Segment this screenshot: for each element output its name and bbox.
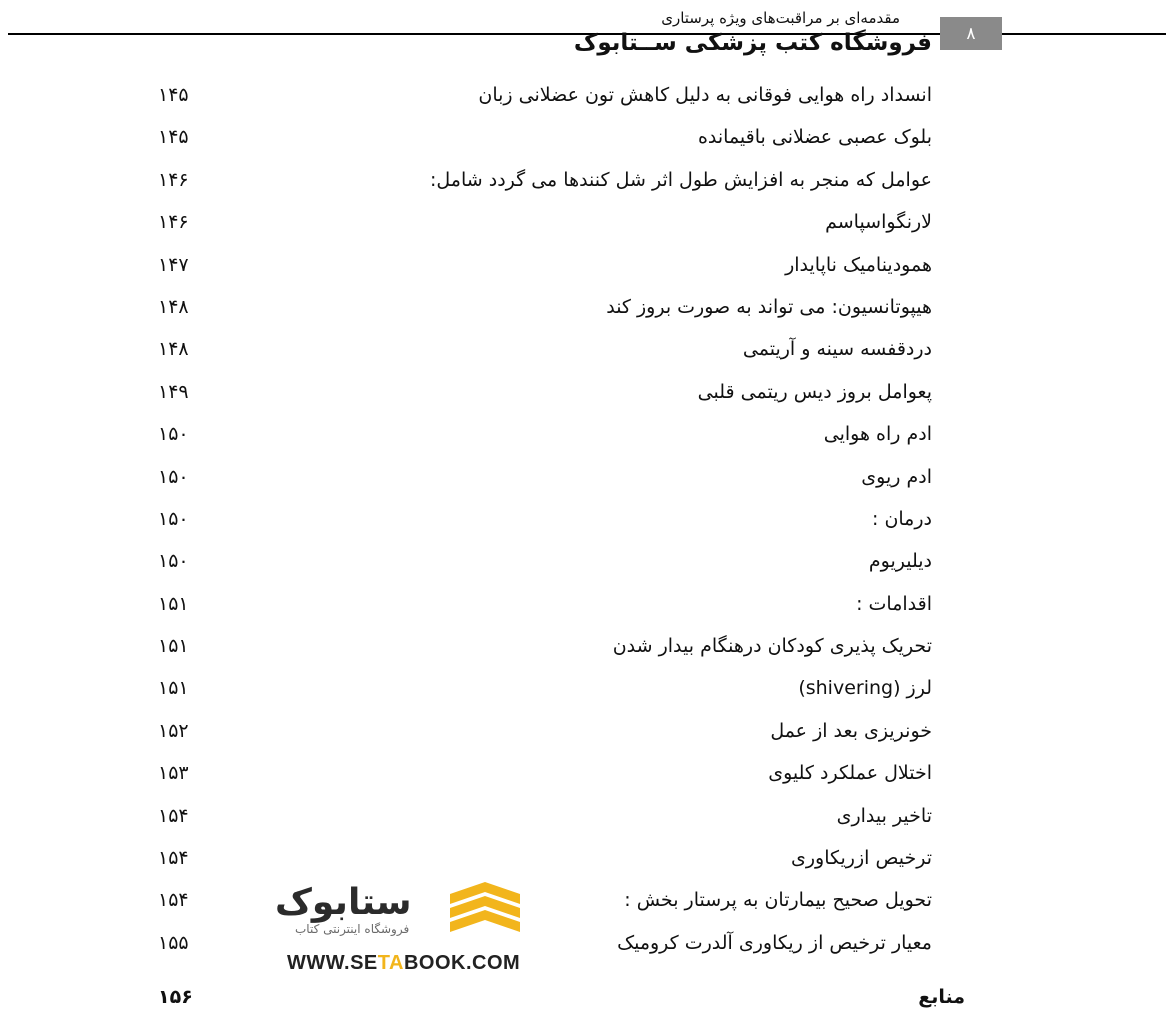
toc-row[interactable] — [150, 756, 932, 798]
toc-page-number: ۱۴۷ — [158, 253, 189, 276]
toc-page-number: ۱۵۳ — [158, 762, 189, 785]
toc-row[interactable] — [150, 205, 932, 247]
toc-entry-text: ترخیص ازریکاوری — [791, 847, 932, 870]
toc-page-number: ۱۵۴ — [158, 804, 189, 827]
toc-row[interactable] — [150, 587, 932, 629]
toc-entry-text: منابع — [918, 986, 965, 1008]
store-name: فروشگاه کتب پزشکی ســتابوک — [573, 30, 932, 56]
toc-entry-text: لارنگواسپاسم — [825, 211, 932, 234]
toc-entry-text: تحریک پذیری کودکان درهنگام بیدار شدن — [612, 635, 932, 658]
watermark-url: WWW.SETABOOK.COM — [287, 952, 521, 974]
toc-entry-text: هیپوتانسیون: می تواند به صورت بروز کند — [606, 295, 932, 318]
toc-page-number: ۱۵۴ — [158, 847, 189, 870]
toc-row[interactable] — [150, 460, 932, 502]
toc-page-number: ۱۵۶ — [158, 986, 193, 1008]
toc-entry-text: انسداد راه هوایی فوقانی به دلیل کاهش تون عضلانی زبان — [478, 84, 932, 106]
running-head: مقدمه‌ای بر مراقبت‌های ویژه پرستاری — [661, 9, 900, 27]
toc-entry-text: عوامل که منجر به افزایش طول اثر شل کنندها می گردد شامل: — [430, 168, 932, 191]
toc-page-number: ۱۴۸ — [158, 295, 189, 318]
toc-row[interactable] — [150, 629, 932, 671]
toc-page-number: ۱۵۴ — [158, 889, 189, 912]
toc-page-number: ۱۴۹ — [158, 380, 189, 403]
toc-page-number: ۱۵۱ — [158, 635, 189, 658]
toc-row[interactable] — [150, 78, 932, 120]
toc-entry-text: لرز (shivering) — [798, 677, 932, 700]
toc-page-number: ۱۵۱ — [158, 677, 189, 700]
page-number: ۸ — [966, 23, 976, 44]
toc-row[interactable] — [150, 926, 932, 968]
toc-row[interactable] — [150, 714, 932, 756]
toc-entry-text: بلوک عصبی عضلانی باقیمانده — [697, 126, 932, 149]
toc-row[interactable] — [150, 799, 932, 841]
toc-entry-text: خونریزی بعد از عمل — [770, 719, 932, 742]
watermark-brand: ستابوک — [275, 882, 412, 923]
toc-row-references[interactable] — [150, 980, 965, 1014]
toc-page-number: ۱۵۱ — [158, 592, 189, 615]
toc-row[interactable] — [150, 332, 932, 374]
toc-entry-text: معیار ترخیص از ریکاوری آلدرت کرومیک — [617, 931, 932, 954]
toc-entry-text: ادم راه هوایی — [823, 423, 932, 446]
toc-page-number: ۱۵۰ — [158, 465, 189, 488]
toc-page-number: ۱۴۶ — [158, 211, 189, 234]
toc-entry-text: همودینامیک ناپایدار — [785, 253, 932, 276]
toc-page-number: ۱۵۵ — [158, 931, 189, 954]
toc-page-number: ۱۴۸ — [158, 338, 189, 361]
page-number-box — [940, 17, 1002, 50]
toc-page-number: ۱۴۶ — [158, 168, 189, 191]
toc-entry-text: تحویل صحیح بیمارتان به پرستار بخش : — [624, 889, 932, 912]
toc-page-number: ۱۴۵ — [158, 126, 189, 149]
toc-page-number: ۱۵۰ — [158, 423, 189, 446]
toc-row[interactable] — [150, 120, 932, 162]
toc-entry-text: دیلیریوم — [868, 550, 932, 573]
toc-entry-text: تاخیر بیداری — [836, 804, 932, 827]
toc-row[interactable] — [150, 417, 932, 459]
toc-row[interactable] — [150, 163, 932, 205]
toc-page-number: ۱۵۰ — [158, 507, 189, 530]
table-of-contents — [150, 78, 932, 968]
toc-entry-text: اقدامات : — [856, 592, 932, 615]
toc-row[interactable] — [150, 883, 932, 925]
setabook-logo-icon — [450, 882, 520, 940]
toc-row[interactable] — [150, 544, 932, 586]
toc-row[interactable] — [150, 671, 932, 713]
setabook-watermark — [275, 880, 525, 980]
watermark-tagline: فروشگاه اینترنتی کتاب — [295, 922, 410, 936]
toc-row[interactable] — [150, 375, 932, 417]
toc-page-number: ۱۵۲ — [158, 719, 189, 742]
toc-page-number: ۱۴۵ — [158, 84, 189, 106]
toc-entry-text: اختلال عملکرد کلیوی — [768, 762, 932, 785]
toc-row[interactable] — [150, 290, 932, 332]
toc-row[interactable] — [150, 502, 932, 544]
toc-entry-text: دردقفسه سینه و آریتمی — [742, 338, 932, 361]
toc-entry-text: درمان : — [872, 507, 932, 530]
toc-row[interactable] — [150, 248, 932, 290]
toc-page-number: ۱۵۰ — [158, 550, 189, 573]
toc-row[interactable] — [150, 841, 932, 883]
toc-entry-text: ادم ریوی — [861, 465, 932, 488]
toc-entry-text: پعوامل بروز دیس ریتمی قلبی — [697, 380, 932, 403]
